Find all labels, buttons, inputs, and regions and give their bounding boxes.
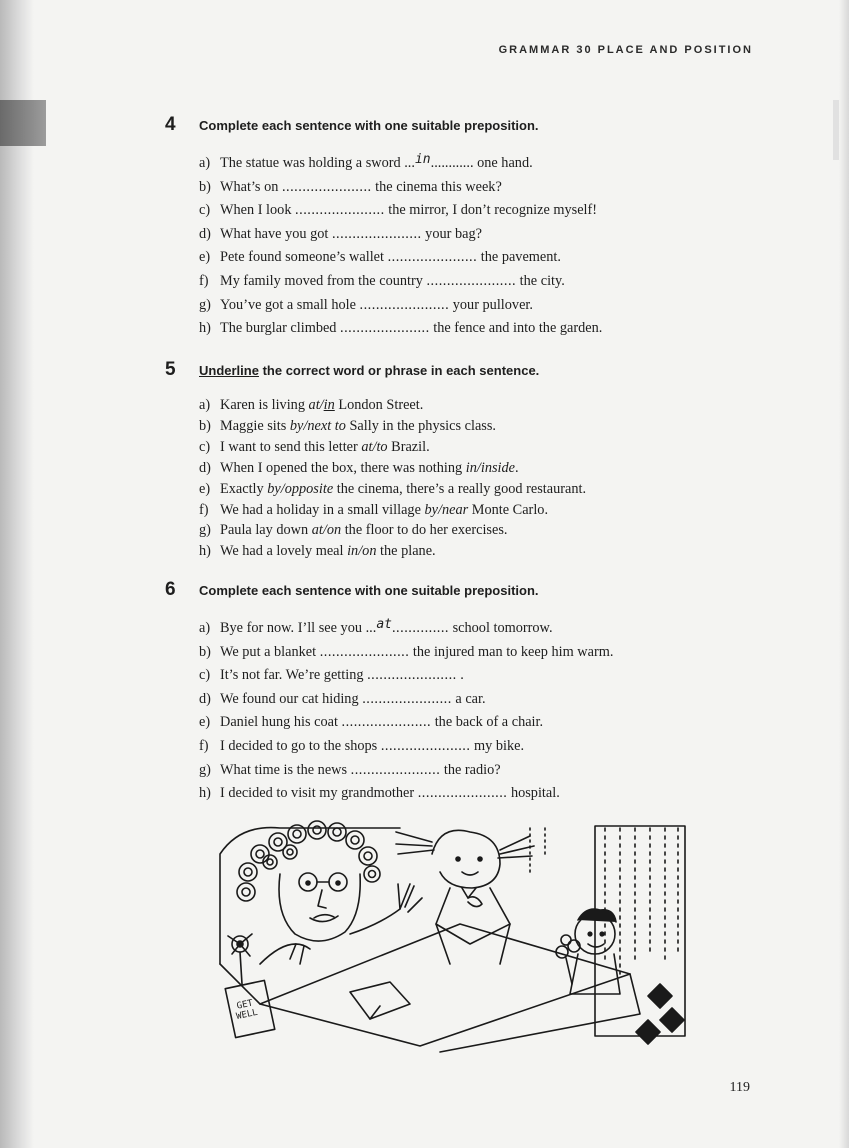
- answer-gap[interactable]: ..............: [391, 620, 450, 636]
- exercise-item: [165, 541, 725, 562]
- item-text-after: .: [456, 667, 464, 684]
- item-letter: e): [199, 249, 211, 266]
- item-text-after: the cinema, there’s a really good restaurant.: [333, 480, 587, 497]
- item-text-before: Bye for now. I’ll see you ...: [220, 620, 377, 636]
- exercise-item: [165, 270, 725, 294]
- exercise-item: [165, 437, 725, 458]
- exercise-item: [165, 479, 725, 500]
- exercise-5: [165, 359, 725, 562]
- item-letter: a): [199, 397, 211, 413]
- exercise-instruction: Complete each sentence with one suitable preposition.: [199, 118, 539, 133]
- item-text-before: When I opened the box, there was nothing: [220, 459, 466, 476]
- answer-gap[interactable]: ......................: [281, 178, 372, 195]
- item-option-underlined[interactable]: in: [323, 397, 335, 413]
- item-options[interactable]: at/to: [361, 438, 388, 455]
- item-letter: a): [199, 620, 211, 636]
- answer-gap[interactable]: ......................: [319, 643, 410, 660]
- answer-gap[interactable]: ......................: [350, 761, 441, 778]
- exercise-4: [165, 114, 725, 341]
- exercise-item: [165, 199, 725, 223]
- item-text-before: What time is the news: [220, 761, 351, 778]
- get-well-card-text: GET WELL: [235, 998, 259, 1023]
- item-text-before: What have you got: [220, 225, 332, 242]
- item-text-before: Exactly: [220, 480, 268, 497]
- item-text-after: the cinema this week?: [371, 178, 502, 195]
- page-edge-mark: [833, 100, 839, 160]
- exercise-item: [165, 735, 725, 759]
- bed-headboard: [220, 828, 400, 1004]
- item-text-before: The statue was holding a sword ...: [220, 155, 415, 171]
- item-text-before: What’s on: [220, 178, 282, 195]
- item-text-after: the city.: [516, 272, 565, 289]
- answer-gap[interactable]: ......................: [426, 272, 517, 289]
- item-text-after: .: [515, 459, 519, 476]
- answer-gap[interactable]: ......................: [341, 714, 432, 731]
- exercise-items: [165, 152, 725, 341]
- exercise-item: [165, 317, 725, 341]
- item-text-after: my bike.: [470, 737, 525, 754]
- item-text-before: My family moved from the country: [220, 272, 427, 289]
- item-options[interactable]: at/on: [311, 522, 342, 539]
- handwritten-answer: in: [414, 152, 431, 167]
- hospital-visit-illustration: [200, 814, 700, 1054]
- item-text-before: We put a blanket: [220, 643, 320, 660]
- item-letter: g): [199, 761, 211, 778]
- item-text-before: I decided to go to the shops: [220, 737, 381, 754]
- exercise-item: [165, 246, 725, 270]
- instruction-rest: the correct word or phrase in each sentence.: [258, 363, 540, 378]
- exercise-item: [165, 641, 725, 665]
- item-text-after: London Street.: [334, 397, 424, 413]
- item-text-before: We had a holiday in a small village: [220, 501, 425, 518]
- item-options[interactable]: in/on: [347, 543, 377, 560]
- exercise-item: [165, 500, 725, 521]
- item-letter: f): [199, 272, 209, 289]
- item-letter: e): [199, 480, 211, 497]
- item-letter: e): [199, 714, 211, 731]
- item-text-before: When I look: [220, 202, 296, 219]
- item-text-after: school tomorrow.: [449, 620, 553, 636]
- item-text-after: the floor to do her exercises.: [341, 522, 508, 539]
- item-text-after: a car.: [451, 690, 486, 707]
- book-spine-shadow: [0, 0, 34, 1148]
- item-letter: b): [199, 178, 211, 195]
- item-text-after: hospital.: [507, 785, 560, 802]
- exercise-item: [165, 152, 725, 176]
- exercise-item: [165, 223, 725, 247]
- item-letter: d): [199, 459, 211, 476]
- item-letter: b): [199, 643, 211, 660]
- exercise-6: [165, 579, 725, 806]
- checkered-floor: [636, 984, 684, 1044]
- answer-gap[interactable]: ......................: [417, 785, 508, 802]
- item-text-before: The burglar climbed: [220, 320, 341, 337]
- exercise-item: [165, 711, 725, 735]
- item-text-before: Daniel hung his coat: [220, 714, 342, 731]
- item-letter: h): [199, 320, 211, 337]
- item-letter: c): [199, 202, 211, 219]
- exercise-item: [165, 664, 725, 688]
- item-text-before: I want to send this letter: [220, 438, 362, 455]
- grandmother-face: [279, 873, 360, 941]
- item-options[interactable]: by/near: [424, 501, 469, 518]
- item-text-after: ............ one hand.: [430, 155, 533, 171]
- item-text-after: Sally in the physics class.: [345, 417, 496, 434]
- exercise-number: 5: [165, 359, 176, 380]
- item-text-after: the pavement.: [477, 249, 561, 266]
- exercise-item: [165, 782, 725, 806]
- item-options[interactable]: by/opposite: [267, 480, 334, 497]
- answer-gap[interactable]: ......................: [387, 249, 478, 266]
- grandmother-body: [260, 884, 422, 964]
- item-text-after: Brazil.: [387, 438, 430, 455]
- exercise-instruction: Complete each sentence with one suitable preposition.: [199, 583, 539, 598]
- item-text-before: Maggie sits: [220, 417, 290, 434]
- bed-cover: [260, 924, 640, 1052]
- item-text-after: the radio?: [440, 761, 501, 778]
- exercise-item: [165, 617, 725, 641]
- item-letter: d): [199, 690, 211, 707]
- page-edge-shadow: [839, 0, 849, 1148]
- answer-gap[interactable]: ......................: [367, 667, 457, 684]
- item-text-after: the fence and into the garden.: [429, 320, 603, 337]
- answer-gap[interactable]: ......................: [362, 690, 452, 707]
- exercise-item: [165, 520, 725, 541]
- answer-gap[interactable]: ......................: [340, 320, 430, 337]
- item-text-after: Monte Carlo.: [468, 501, 549, 518]
- exercise-item: [165, 416, 725, 437]
- item-letter: a): [199, 155, 211, 171]
- handwritten-answer: at: [376, 617, 392, 632]
- item-text-before: Karen is living: [220, 397, 309, 413]
- item-letter: h): [199, 785, 211, 802]
- item-text-before: You’ve got a small hole: [220, 296, 360, 313]
- answer-gap[interactable]: ......................: [331, 225, 422, 242]
- exercise-item: [165, 688, 725, 712]
- item-letter: g): [199, 296, 211, 313]
- answer-gap[interactable]: ......................: [359, 296, 450, 313]
- item-options[interactable]: in/inside: [465, 459, 516, 476]
- grandmother-hair: [237, 821, 380, 901]
- item-text-after: the injured man to keep him warm.: [409, 643, 614, 660]
- item-letter: d): [199, 225, 211, 242]
- item-letter: g): [199, 522, 211, 539]
- item-text-after: your bag?: [421, 225, 482, 242]
- exercise-item: [165, 176, 725, 200]
- item-option[interactable]: at/: [308, 397, 324, 413]
- item-letter: c): [199, 667, 211, 684]
- item-text-after: your pullover.: [449, 296, 533, 313]
- exercise-items: [165, 395, 725, 562]
- exercise-item: [165, 395, 725, 416]
- item-text-before: It’s not far. We’re getting: [220, 667, 368, 684]
- exercise-instruction: [199, 363, 539, 378]
- item-text-before: Paula lay down: [220, 522, 312, 539]
- item-text-before: We had a lovely meal: [220, 543, 348, 560]
- exercise-items: [165, 617, 725, 806]
- answer-gap[interactable]: ......................: [380, 737, 471, 754]
- exercise-number: 6: [165, 579, 176, 600]
- item-text-before: Pete found someone’s wallet: [220, 249, 388, 266]
- instruction-underlined-word: Underline: [199, 363, 259, 378]
- running-head: GRAMMAR 30 PLACE AND POSITION: [498, 44, 753, 56]
- item-letter: c): [199, 438, 211, 455]
- item-text-after: the back of a chair.: [431, 714, 544, 731]
- item-options[interactable]: by/next to: [289, 417, 346, 434]
- item-text-after: the mirror, I don’t recognize myself!: [384, 202, 598, 219]
- exercise-item: [165, 458, 725, 479]
- exercise-number: 4: [165, 114, 176, 135]
- item-text-before: I decided to visit my grandmother: [220, 785, 418, 802]
- item-letter: f): [199, 501, 209, 518]
- exercise-item: [165, 294, 725, 318]
- exercise-item: [165, 759, 725, 783]
- girl-figure: [396, 830, 534, 964]
- item-letter: h): [199, 543, 211, 560]
- item-letter: f): [199, 737, 209, 754]
- item-text-before: We found our cat hiding: [220, 690, 363, 707]
- get-well-card: [225, 934, 275, 1038]
- item-letter: b): [199, 417, 211, 434]
- binding-mark: [0, 100, 46, 146]
- item-text-after: the plane.: [376, 543, 436, 560]
- answer-gap[interactable]: ......................: [295, 202, 385, 219]
- page-number: 119: [729, 1080, 750, 1095]
